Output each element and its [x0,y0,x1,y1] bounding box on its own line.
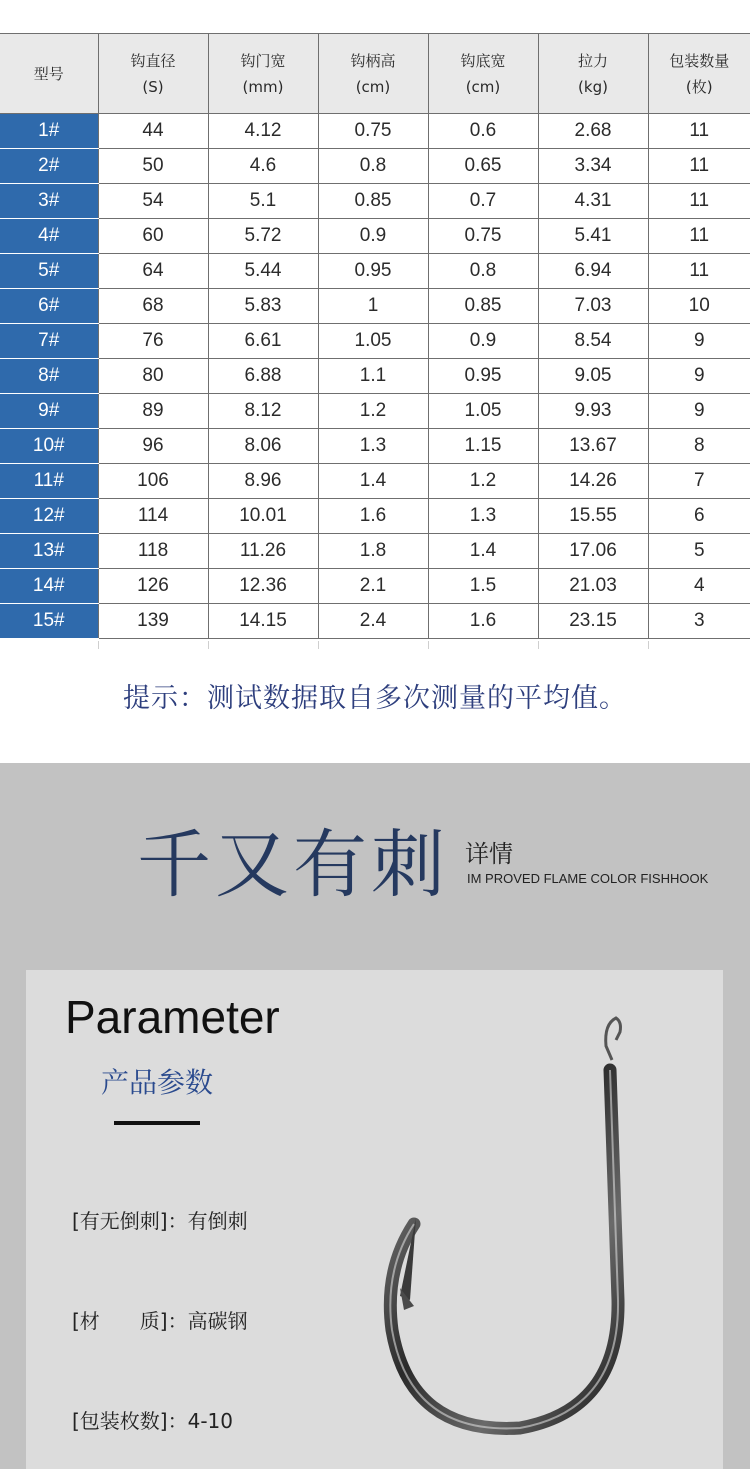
detail-subtitle: IM PROVED FLAME COLOR FISHHOOK [467,871,709,886]
table-cell: 8.06 [208,429,318,464]
table-row [0,184,750,219]
table-cell: 106 [98,464,208,499]
column-header-label: 钩柄高 [350,51,396,70]
table-cell: 1 [318,289,428,324]
table-row [0,394,750,429]
table-cell: 2.1 [318,569,428,604]
model-cell: 12# [0,499,98,534]
model-cell: 4# [0,219,98,254]
table-cell: 1.05 [318,324,428,359]
table-cell: 13.67 [538,429,648,464]
column-header-label: 包装数量 [669,51,730,70]
table-cell: 10.01 [208,499,318,534]
table-cell: 3.34 [538,149,648,184]
table-cell: 6 [648,499,750,534]
model-cell: 6# [0,289,98,324]
table-cell: 11 [648,114,750,149]
column-header [208,34,318,114]
spec-table-body [0,114,750,639]
column-header [648,34,750,114]
table-row [0,254,750,289]
column-header-unit: (cm) [355,77,391,96]
column-header [538,34,648,114]
column-header-label: 钩门宽 [240,51,286,70]
table-cell: 6.94 [538,254,648,289]
spec-table [0,33,750,639]
table-row [0,499,750,534]
table-cell: 5 [648,534,750,569]
table-cell: 118 [98,534,208,569]
table-cell: 8.12 [208,394,318,429]
column-header-unit: (kg) [578,77,608,96]
parameter-title: Parameter [65,991,280,1043]
model-cell: 2# [0,149,98,184]
table-cell: 5.44 [208,254,318,289]
model-cell: 10# [0,429,98,464]
column-header-label: 钩底宽 [460,51,506,70]
table-cell: 44 [98,114,208,149]
model-cell: 3# [0,184,98,219]
column-header-unit: (cm) [465,77,501,96]
title-underline [114,1121,200,1125]
table-cell: 11 [648,149,750,184]
table-cell: 1.3 [318,429,428,464]
table-tail-line [538,641,539,649]
model-cell: 9# [0,394,98,429]
table-cell: 0.65 [428,149,538,184]
table-tail-line [318,641,319,649]
spec-package-count: [包装枚数]：4-10 [72,1409,233,1433]
model-cell: 7# [0,324,98,359]
table-cell: 0.8 [318,149,428,184]
table-cell: 4 [648,569,750,604]
table-cell: 1.15 [428,429,538,464]
table-cell: 80 [98,359,208,394]
table-cell: 76 [98,324,208,359]
table-row [0,219,750,254]
table-cell: 0.75 [428,219,538,254]
table-row [0,149,750,184]
table-cell: 3 [648,604,750,639]
column-header [98,34,208,114]
table-cell: 1.05 [428,394,538,429]
table-cell: 139 [98,604,208,639]
table-cell: 1.3 [428,499,538,534]
table-tail-line [98,641,99,649]
table-cell: 68 [98,289,208,324]
table-cell: 126 [98,569,208,604]
table-cell: 6.88 [208,359,318,394]
column-header-unit: (mm) [242,77,284,96]
table-cell: 5.83 [208,289,318,324]
table-cell: 50 [98,149,208,184]
table-cell: 7.03 [538,289,648,324]
table-cell: 1.6 [318,499,428,534]
detail-label: 详情 [465,840,513,868]
table-cell: 96 [98,429,208,464]
table-cell: 5.41 [538,219,648,254]
model-cell: 11# [0,464,98,499]
model-cell: 15# [0,604,98,639]
table-cell: 9 [648,359,750,394]
table-cell: 1.4 [428,534,538,569]
table-cell: 4.6 [208,149,318,184]
table-row [0,324,750,359]
model-cell: 14# [0,569,98,604]
table-cell: 0.6 [428,114,538,149]
table-cell: 11 [648,184,750,219]
table-cell: 9 [648,394,750,429]
table-cell: 0.85 [318,184,428,219]
table-cell: 1.2 [428,464,538,499]
measurement-tip: 提示：测试数据取自多次测量的平均值。 [123,683,627,714]
table-row [0,464,750,499]
model-cell: 8# [0,359,98,394]
table-tail-line [208,641,209,649]
table-cell: 11 [648,254,750,289]
table-cell: 5.1 [208,184,318,219]
table-cell: 1.5 [428,569,538,604]
table-cell: 8.96 [208,464,318,499]
table-cell: 60 [98,219,208,254]
table-cell: 23.15 [538,604,648,639]
table-cell: 0.95 [318,254,428,289]
table-cell: 1.6 [428,604,538,639]
table-cell: 5.72 [208,219,318,254]
model-cell: 1# [0,114,98,149]
column-header-unit: (S) [142,77,164,96]
table-tail-line [428,641,429,649]
table-cell: 21.03 [538,569,648,604]
table-cell: 0.75 [318,114,428,149]
spec-material: [材 质]：高碳钢 [72,1309,248,1333]
table-cell: 11.26 [208,534,318,569]
table-cell: 8.54 [538,324,648,359]
table-cell: 89 [98,394,208,429]
table-cell: 10 [648,289,750,324]
table-cell: 9.05 [538,359,648,394]
model-cell: 5# [0,254,98,289]
table-cell: 0.95 [428,359,538,394]
table-row [0,359,750,394]
column-header-label: 钩直径 [130,51,176,70]
header-row [0,34,750,114]
table-cell: 8 [648,429,750,464]
spec-table-header [0,34,750,114]
table-cell: 1.4 [318,464,428,499]
column-header-label: 型号 [33,64,64,83]
table-cell: 0.8 [428,254,538,289]
table-cell: 7 [648,464,750,499]
table-row [0,604,750,639]
table-cell: 2.68 [538,114,648,149]
table-cell: 0.9 [428,324,538,359]
table-cell: 17.06 [538,534,648,569]
table-cell: 1.8 [318,534,428,569]
table-cell: 4.31 [538,184,648,219]
table-cell: 14.15 [208,604,318,639]
table-cell: 15.55 [538,499,648,534]
table-cell: 0.7 [428,184,538,219]
table-cell: 64 [98,254,208,289]
table-row [0,534,750,569]
table-cell: 1.1 [318,359,428,394]
table-row [0,114,750,149]
table-tail-line [648,641,649,649]
table-cell: 1.2 [318,394,428,429]
table-cell: 114 [98,499,208,534]
column-header [428,34,538,114]
model-cell: 13# [0,534,98,569]
fishhook-icon [370,1010,670,1450]
spec-barb: [有无倒刺]：有倒刺 [72,1209,248,1233]
column-header [318,34,428,114]
table-cell: 54 [98,184,208,219]
column-header-label: 拉力 [577,51,608,70]
table-cell: 4.12 [208,114,318,149]
table-cell: 0.9 [318,219,428,254]
table-cell: 2.4 [318,604,428,639]
table-row [0,429,750,464]
product-title: 千又有刺 [137,822,449,908]
column-header-unit: (枚) [685,77,713,96]
table-row [0,289,750,324]
table-cell: 11 [648,219,750,254]
table-cell: 9.93 [538,394,648,429]
table-cell: 14.26 [538,464,648,499]
parameter-title-cn: 产品参数 [101,1066,214,1099]
table-row [0,569,750,604]
table-cell: 0.85 [428,289,538,324]
table-cell: 9 [648,324,750,359]
table-cell: 12.36 [208,569,318,604]
table-cell: 6.61 [208,324,318,359]
column-header [0,34,98,114]
